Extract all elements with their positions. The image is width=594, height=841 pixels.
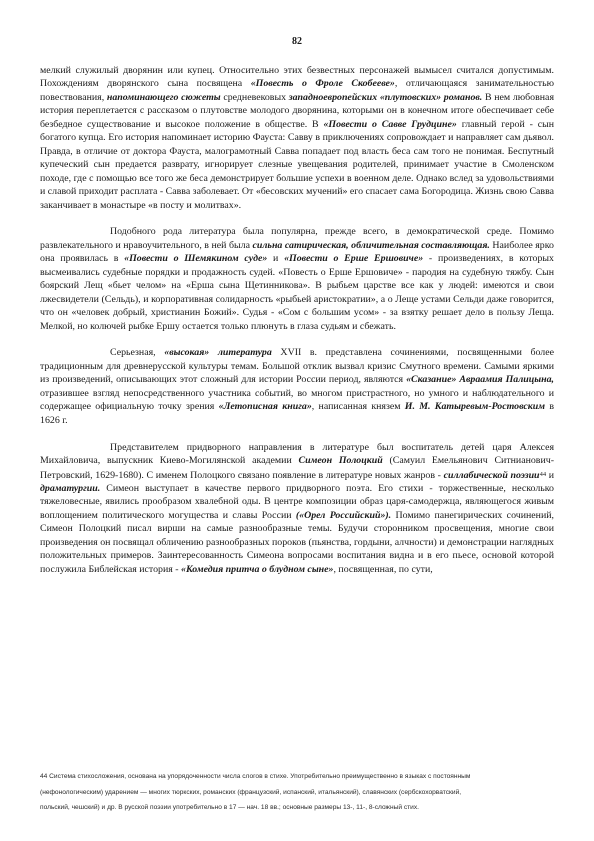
body-text (40, 64, 554, 590)
text-run: в 1626 г. (40, 401, 554, 426)
paragraph-3 (40, 346, 554, 427)
emphasis: «высокая» литература (164, 347, 272, 359)
text-run: отразившее взгляд непосредственного участника событий, во многом пристрастного, но умного и наблюдательного и содержащее официальную точку зрения (40, 387, 554, 413)
paragraph-4 (40, 441, 554, 577)
text-run: главный герой - сын богатого купца. Его история напоминает историю Фауста: Савву в приключениях сопровождает и направляет сам дьявол. Правда, в отличие от доктора Фауста, малограмотный Савва попадает под власть беса сам того не понимая. Беспутный купеческий сын предается разврату, игнорирует слезные увещевания родителей, принимает участие в Смоленском походе, где с помощью все того же беса демонстрирует большие успехи в военном деле. Однако вслед за удовольствиями и славой приходит расплата - Савва заболевает. От «бесовских мучений» его спасает сама Богородица. Жизнь свою Савва заканчивает в монастыре «в посту и молитвах». (40, 118, 555, 211)
text-run: , посвященная, по сути, (333, 563, 433, 575)
text-run: В нем любовная история переплетается с рассказом о плутовстве молодого дворянина, которыми он в конечном итоге обеспечивает себе безбедное существование и высокое положение в обществе. В (40, 91, 554, 130)
emphasis: силлабической поэзии (443, 469, 540, 481)
text-run: (Самуил Емельянович Ситнианович-Петровский, 1629-1680). С именем Полоцкого связано появление в литературе новых жанров - (40, 455, 555, 481)
footnote-line: польский, чешский) и др. В русской поэзии употребительно в 17 — нач. 18 вв.; основные размеры 13-, 11-, 8-сложный стих. (40, 804, 419, 812)
text-run: средневековых (220, 91, 289, 103)
emphasis: напоминающего сюжеты (106, 91, 221, 103)
emphasis: («Орел Российский»). (295, 509, 392, 521)
text-run: , написанная князем (311, 401, 405, 413)
text-run: Подобного рода литература была популярна, прежде всего, в демократической среде. Помимо развлекательного и нравоучительного, в ней была (40, 226, 554, 251)
emphasis: «Повести о Шемякином суде» (124, 253, 268, 265)
emphasis: драматургии. (40, 483, 101, 494)
emphasis: «Летописная книга» (218, 401, 312, 413)
text-run: мелкий служилый дворянин или купец. Относительно этих безвестных персонажей вымысел считался допустимым. Похождениям дворянского сына посвящена (40, 65, 554, 90)
emphasis: западноевропейских «плутовских» романов. (288, 91, 483, 103)
text-run: Серьезная, (110, 347, 165, 359)
text-run: , отличающаяся занимательностью повествования, (40, 78, 555, 103)
text-run: - произведениях, в которых высмеивались судебные порядки и продажность судей. «Повесть о Ерше Ершовиче» - пародия на судебную тяжбу. Сын боярский Лещ «бьет челом» на «Ерша сына Щетинникова». В рыбьем царстве все как у людей: имеются и свои лжесвидетели (Сельдь), и корпоративная солидарность «рыбьей аристократии», а о Леще устами Сельди даже говорится, что он «человек добрый, христианин Божий». Судья - «Сом с большим усом» - за взятку решает дело в пользу Леща. Мелкой, но колючей рыбке Ершу остается только плюнуть в глаза судьям и сбежать. (40, 253, 554, 332)
text-run: и (546, 469, 554, 481)
emphasis: «Сказание» Авраамия Палицына, (406, 374, 554, 386)
emphasis: «Комедия притча о блудном сыне» (181, 563, 334, 575)
emphasis: «Повести о Ерше Ершовиче» (284, 253, 424, 265)
footnote (40, 769, 566, 816)
footnote-line: 44 Система стихосложения, основана на упорядоченности числа слогов в стихе. Употребительно преимущественно в языках с постоянным (40, 773, 471, 780)
page-number: 82 (292, 36, 302, 47)
emphasis: «Повести о Савве Грудцине» (323, 118, 457, 130)
emphasis: Симеон Полоцкий (298, 455, 383, 467)
text-run: Помимо панегирических сочинений, Симеон Полоцкий писал вирши на самые разнообразные темы. Будучи сторонником просвещения, многие свои произведения он посвящал обличению разнообразных пороков (пьянства, гордыни, алчности) и демонстрации наглядных положительных примеров. Заинтересованность Симеона вопросами воспитания видна и в его пьесе, основой которой послужила Библейская история - (40, 509, 554, 575)
paragraph-1 (40, 64, 554, 212)
text-run: Наиболее ярко она проявилась в (40, 239, 554, 265)
emphasis: сильна сатирическая, обличительная составляющая. (252, 239, 490, 251)
footnote-line: (нефонологическим) ударением — многих тюркских, романских (французский, испанский, итальянский), славянских (сербскохорватский, (40, 788, 462, 796)
text-run: XVII в. представлена сочинениями, посвященными более традиционным для древнерусской культуры темам. Большой отклик вызвал кризис Смутного времени. Самыми яркими из произведений, описывающих этот сложный для истории России период, являются (40, 347, 554, 386)
emphasis: «Повесть о Фроле Скобееве» (250, 78, 395, 90)
paragraph-2 (40, 225, 554, 333)
text-run: Симеон выступает в качестве первого придворного поэта. Его стихи - торжественные, несколько тяжеловесные, явились прообразом хвалебной оды. В центре композиции образ царя-самодержца, являющегося живым воплощением политического могущества и славы России (40, 483, 554, 521)
text-run: и (267, 253, 285, 265)
footnote-ref: 44 (539, 470, 547, 478)
text-run: Представителем придворного направления в литературе был воспитатель детей царя Алексея Михайловича, выпускник Киево-Могилянской академии (40, 441, 554, 467)
emphasis: И. М. Катыревым-Ростовским (404, 401, 546, 413)
